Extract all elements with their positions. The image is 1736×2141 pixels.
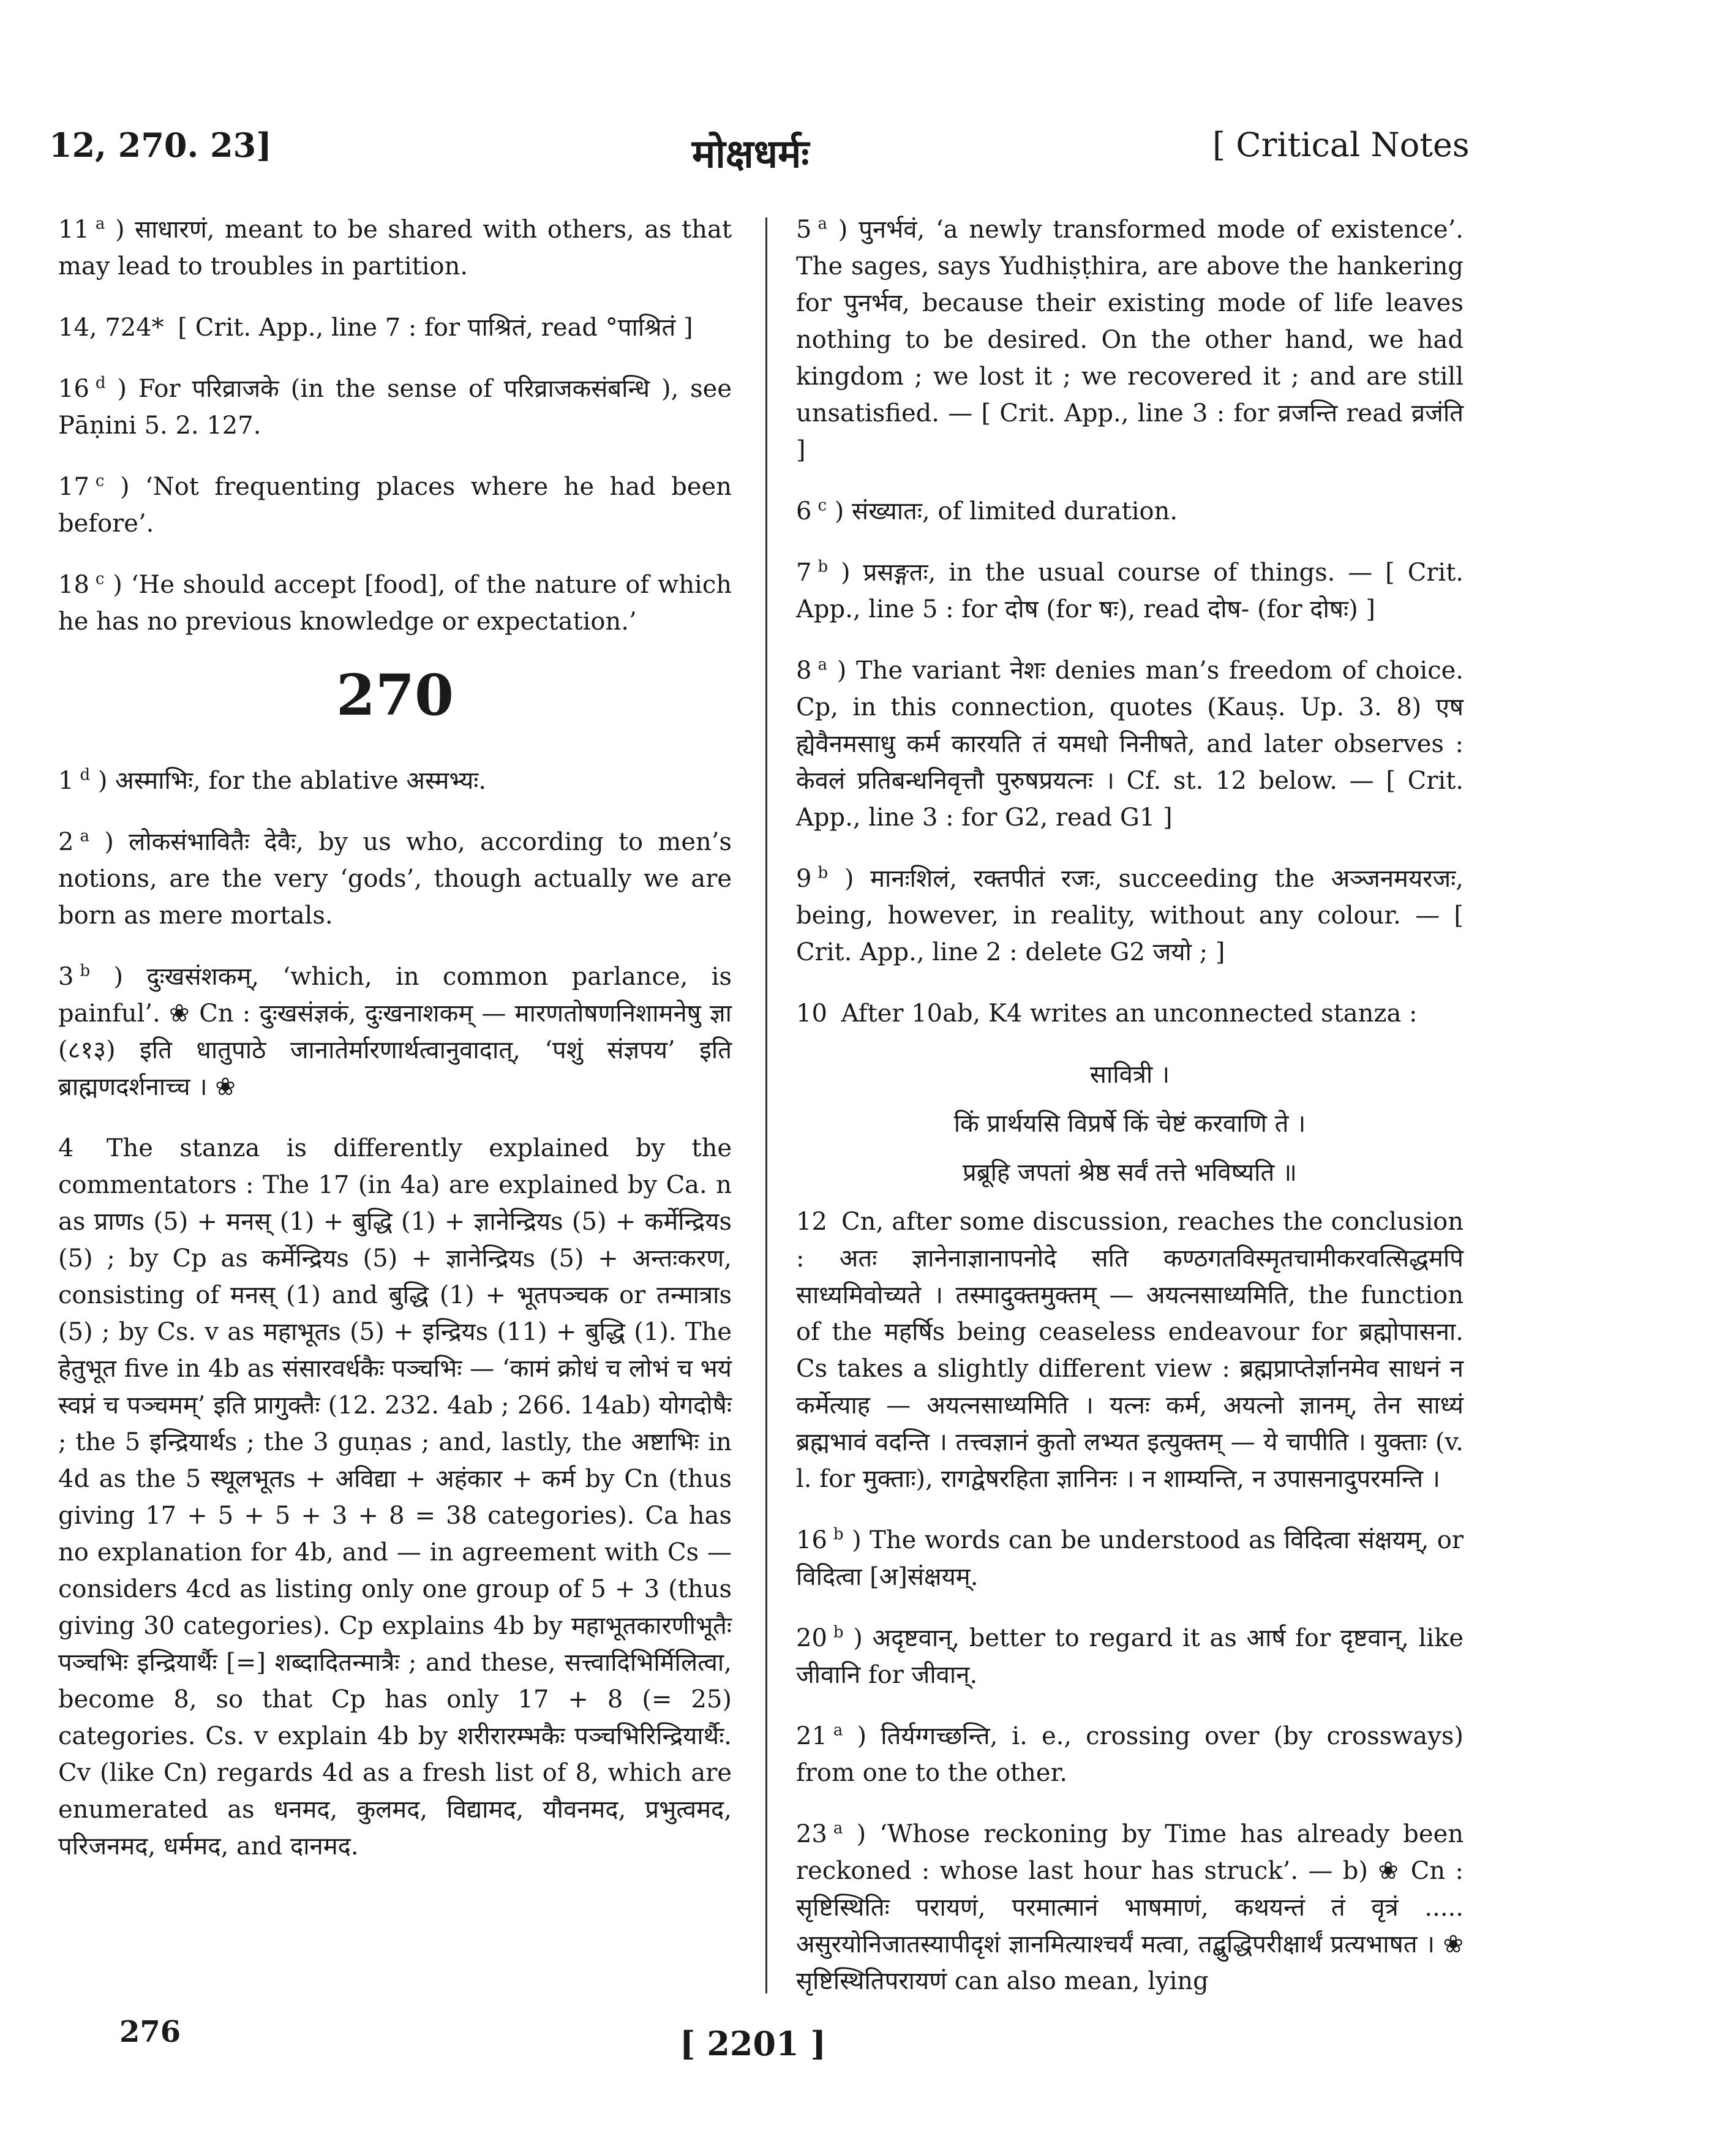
notes-group-right <box>796 211 1464 1032</box>
note-text: ) लोकसंभावितैः देवैः, by us who, according to men’s notions, are the very ‘gods’, though actually we are born as mere mortals. <box>58 828 732 930</box>
note-pada-marker: b <box>817 864 829 882</box>
note-number: 20 <box>796 1624 827 1652</box>
note-text: ) For परिव्राजके (in the sense of परिव्राजकसंबन्धि ), see Pāṇini 5. 2. 127. <box>58 375 732 440</box>
note-item <box>796 995 1464 1032</box>
note-pada-marker: a <box>80 827 89 846</box>
note-number: 8 <box>796 657 812 685</box>
note-item <box>58 566 732 640</box>
note-number: 10 <box>796 999 827 1028</box>
note-text: ) दुःखसंशकम्, ‘which, in common parlance, is painful’. ❀ Cn : दुःखसंज्ञकं, दुःखनाशकम् — मारणतोषणनिशामनेषु ज्ञा (८१३) इति धातुपाठे जानातेर्मारणार्थत्वानुवादात्, ‘पशुं संज्ञपय’ इति ब्राह्मणदर्शनाच्च । ❀ <box>58 963 732 1101</box>
note-pada-marker: d <box>80 766 91 785</box>
note-text: ) ‘Not frequenting places where he had been before’. <box>58 473 732 538</box>
note-item <box>58 1130 732 1865</box>
header-section-title: [ Critical Notes <box>1212 126 1470 164</box>
note-number: 23 <box>796 1820 827 1848</box>
column-divider <box>765 217 767 1993</box>
header-reference: 12, 270. 23] <box>49 126 272 165</box>
verse-line: सावित्री । <box>1089 1061 1170 1089</box>
notes-group-270 <box>58 762 732 1865</box>
header-title: मोक्षधर्मः <box>692 131 810 177</box>
note-number: 11 <box>58 216 89 244</box>
note-number: 21 <box>796 1722 827 1750</box>
note-text: ) अदृष्टवान्, better to regard it as आर्ष for दृष्टवान्, like जीवानि for जीवान्. <box>796 1624 1464 1689</box>
note-item <box>796 493 1464 530</box>
global-page-number: [ 2201 ] <box>680 2024 826 2063</box>
note-number: 16 <box>58 375 89 403</box>
note-pada-marker: b <box>833 1623 844 1642</box>
note-pada-marker: a <box>95 214 105 233</box>
note-text: ) तिर्यग्गच्छन्ति, i. e., crossing over (by crossways) from one to the other. <box>796 1722 1464 1787</box>
section-number: 270 <box>336 662 454 728</box>
note-item <box>796 211 1464 468</box>
note-number: 17 <box>58 473 89 501</box>
note-number: 18 <box>58 571 89 599</box>
note-text: Cn, after some discussion, reaches the conclusion : अतः ज्ञानेनाज्ञानापनोदे सति कण्ठगतविस्मृतचामीकरवत्सिद्धमपि साध्यमिवोच्यते । तस्मादुक्तमुक्तम् — अयत्नसाध्यमिति, the function of the महर्षिs being ceaseless endeavour for ब्रह्मोपासना. Cs takes a slightly different view : ब्रह्मप्राप्तेर्ज्ञानमेव साधनं न कर्मेत्याह — अयत्नसाध्यमिति । यत्नः कर्म, अयत्नो ज्ञानम्, तेन साध्यं ब्रह्मभावं वदन्ति । तत्त्वज्ञानं कुतो लभ्यत इत्युक्तम् — ये चापीति । युक्ताः (v. l. for मुक्ताः), रागद्वेषरहिता ज्ञानिनः । न शाम्यन्ति, न उपासनादुपरमन्ति । <box>796 1208 1464 1493</box>
note-text: The stanza is differently explained by the commentators : The 17 (in 4a) are explained by Ca. n as प्राणs (5) + मनस् (1) + बुद्धि (1) + ज्ञानेन्द्रियs (5) + कर्मेन्द्रियs (5) ; by Cp as कर्मेन्द्रियs (5) + ज्ञानेन्द्रियs (5) + अन्तःकरण, consisting of मनस् (1) and बुद्धि (1) + भूतपञ्चक or तन्मात्राs (5) ; by Cs. v as महाभूतs (5) + इन्द्रियs (11) + बुद्धि (1). The हेतुभूत five in 4b as संसारवर्धकैः पञ्चभिः — ‘कामं क्रोधं च लोभं च भयं स्वप्नं च पञ्चमम्’ इति प्रागुक्तैः (12. 232. 4ab ; 266. 14ab) योगदोषैः ; the 5 इन्द्रियार्थs ; the 3 guṇas ; and, lastly, the अष्टाभिः in 4d as the 5 स्थूलभूतs + अविद्या + अहंकार + कर्म by Cn (thus giving 17 + 5 + 5 + 3 + 8 = 38 categories). Ca has no explanation for 4b, and — in agreement with Cs — considers 4cd as listing only one group of 5 + 3 (thus giving 30 categories). Cp explains 4b by महाभूतकारणीभूतैः पञ्चभिः इन्द्रियार्थैः [=] शब्दादितन्मात्रैः ; and these, सत्त्वादिभिर्मिलित्वा, become 8, so that Cp has only 17 + 8 (= 25) categories. Cs. v explain 4b by शरीरारम्भकैः पञ्चभिरिन्द्रियार्थैः. Cv (like Cn) regards 4d as a fresh list of 8, which are enumerated as धनमद, कुलमद, विद्यामद, यौवनमद, प्रभुत्वमद, परिजनमद, धर्ममद, and दानमद. <box>58 1134 732 1861</box>
note-pada-marker: c <box>95 570 105 589</box>
note-number: 9 <box>796 865 812 893</box>
note-item <box>58 468 732 542</box>
note-text: ) The variant नेशः denies man’s freedom of choice. Cp, in this connection, quotes (Kauṣ. Up. 3. 8) एष ह्येवैनमसाधु कर्म कारयति तं यमधो निनीषते, and later observes : केवलं प्रतिबन्धनिवृत्तौ पुरुषप्रयत्नः । Cf. st. 12 below. — [ Crit. App., line 3 : for G2, read G1 ] <box>796 657 1464 832</box>
note-pada-marker: d <box>95 374 106 393</box>
verse-block <box>796 1056 1464 1191</box>
note-text: ) संख्यातः, of limited duration. <box>834 497 1178 525</box>
note-item <box>796 1816 1464 2000</box>
note-item <box>58 824 732 934</box>
note-number: 2 <box>58 828 74 856</box>
note-item <box>796 1522 1464 1595</box>
verse-line: प्रब्रूहि जपतां श्रेष्ठ सर्वं तत्ते भविष्यति ॥ <box>963 1159 1297 1187</box>
note-item <box>796 652 1464 836</box>
note-number: 14, 724* <box>58 314 164 342</box>
note-pada-marker: c <box>817 496 827 515</box>
note-text: ) पुनर्भवं, ‘a newly transformed mode of existence’. The sages, says Yudhiṣṭhira, are above the hankering for पुनर्भव, because their existing mode of life leaves nothing to be desired. On the other hand, we had kingdom ; we lost it ; we recovered it ; and are still unsatisfied. — [ Crit. App., line 3 : for व्रजन्ति read व्रजंति ] <box>796 216 1464 464</box>
note-pada-marker: a <box>833 1721 843 1740</box>
note-number: 3 <box>58 963 74 991</box>
notes-group-right-after <box>796 1203 1464 2000</box>
note-number: 12 <box>796 1208 827 1236</box>
note-text: ) ‘He should accept [food], of the nature of which he has no previous knowledge or expectation.’ <box>58 571 732 636</box>
note-text: ) The words can be understood as विदित्वा संक्षयम्, or विदित्वा [अ]संक्षयम्. <box>796 1526 1464 1591</box>
note-number: 16 <box>796 1526 827 1554</box>
note-text: ) ‘Whose reckoning by Time has already been reckoned : whose last hour has struck’. — b) ❀ Cn : सृष्टिस्थितिः परायणं, परमात्मानं भाषमाणं, कथयन्तं तं वृत्रं ..... असुरयोनिजातस्यापीदृशं ज्ञानमित्याश्चर्यं मत्वा, तद्बुद्धिपरीक्षार्थं प्रत्यभाषत । ❀ सृष्टिस्थितिपरायणं can also mean, lying <box>796 1820 1464 1995</box>
note-item <box>58 371 732 444</box>
page-number: 276 <box>119 2015 181 2049</box>
note-text: [ Crit. App., line 7 : for पाश्रितं, read °पाश्रितं ] <box>178 314 693 342</box>
note-text: ) प्रसङ्गतः, in the usual course of things. — [ Crit. App., line 5 : for दोष (for षः), read दोष- (for दोषः) ] <box>796 559 1464 623</box>
left-column <box>58 211 732 1889</box>
note-pada-marker: a <box>817 655 827 674</box>
verse-line: किं प्रार्थयसि विप्रर्षे किं चेष्टं करवाणि ते । <box>953 1110 1306 1138</box>
note-item <box>58 211 732 285</box>
note-number: 1 <box>58 767 74 795</box>
note-item <box>58 958 732 1105</box>
note-pada-marker: a <box>833 1819 843 1838</box>
note-text: ) साधारणं, meant to be shared with others, as that may lead to troubles in partition. <box>58 216 732 280</box>
note-text: After 10ab, K4 writes an unconnected stanza : <box>841 999 1418 1028</box>
note-item <box>796 1620 1464 1693</box>
note-text: ) अस्माभिः, for the ablative अस्मभ्यः. <box>97 767 487 795</box>
note-item <box>58 762 732 799</box>
note-item <box>796 554 1464 628</box>
note-pada-marker: b <box>833 1525 844 1544</box>
note-item <box>796 860 1464 971</box>
note-item <box>796 1203 1464 1497</box>
note-pada-marker: b <box>80 961 91 980</box>
note-item <box>796 1718 1464 1791</box>
notes-group-269 <box>58 211 732 640</box>
note-pada-marker: a <box>817 214 827 233</box>
note-text: ) मानःशिलं, रक्तपीतं रजः, succeeding the अञ्जनमयरजः, being, however, in reality, without any colour. — [ Crit. App., line 2 : delete G2 जयो ; ] <box>796 865 1464 966</box>
note-number: 7 <box>796 559 812 587</box>
note-item <box>58 309 732 346</box>
note-number: 6 <box>796 497 812 525</box>
note-pada-marker: b <box>817 557 829 576</box>
right-column <box>796 211 1464 2024</box>
note-number: 4 <box>58 1134 74 1162</box>
note-pada-marker: c <box>95 472 105 491</box>
page-header <box>43 126 1482 181</box>
note-number: 5 <box>796 216 812 244</box>
